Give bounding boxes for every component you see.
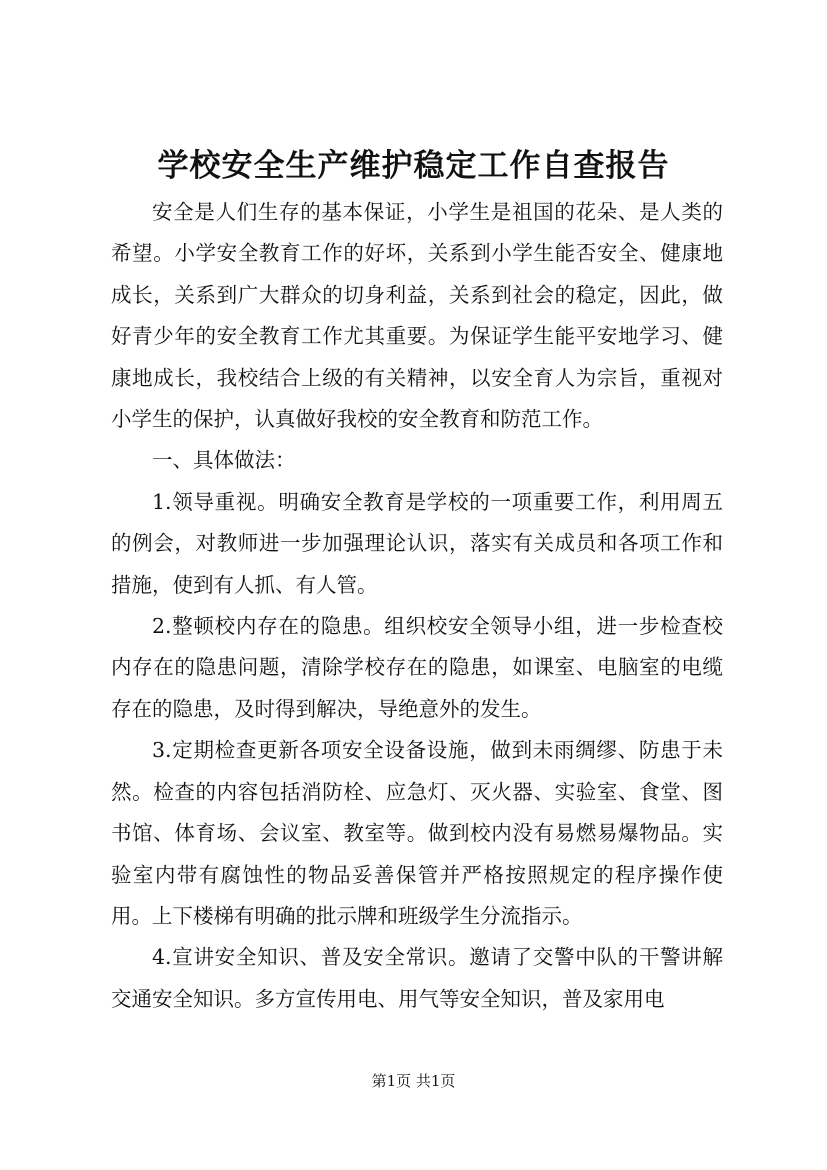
paragraph-item-2: 2.整顿校内存在的隐患。组织校安全领导小组，进一步检查校内存在的隐患问题，清除学校存在的隐患，如课室、电脑室的电缆存在的隐患，及时得到解决，导绝意外的发生。: [111, 614, 723, 721]
paragraph-intro: 安全是人们生存的基本保证，小学生是祖国的花朵、是人类的希望。小学安全教育工作的好坏，关系到小学生能否安全、健康地成长，关系到广大群众的切身利益，关系到社会的稳定，因此，做好青少年的安全教育工作尤其重要。为保证学生能平安地学习、健康地成长，我校结合上级的有关精神，以安全育人为宗旨，重视对小学生的保护，认真做好我校的安全教育和防范工作。: [111, 200, 723, 432]
paragraph-item-1: 1.领导重视。明确安全教育是学校的一项重要工作，利用周五的例会，对教师进一步加强理论认识，落实有关成员和各项工作和措施，使到有人抓、有人管。: [111, 489, 723, 597]
section-heading: 一、具体做法：: [152, 448, 296, 473]
document-body: [111, 192, 723, 1020]
document-title: 学校安全生产维护稳定工作自查报告: [157, 148, 670, 184]
paragraph-item-4: 4.宣讲安全知识、普及安全常识。邀请了交警中队的干警讲解交通安全知识。多方宣传用电、用气等安全知识，普及家用电: [111, 945, 723, 1011]
paragraph-item-3: 3.定期检查更新各项安全设备设施，做到未雨绸缪、防患于未然。检查的内容包括消防栓、应急灯、灭火器、实验室、食堂、图书馆、体育场、会议室、教室等。做到校内没有易燃易爆物品。实验室内带有腐蚀性的物品妥善保管并严格按照规定的程序操作使用。上下楼梯有明确的批示牌和班级学生分流指示。: [111, 738, 723, 928]
page-number-footer: 第1页 共1页: [371, 1072, 456, 1090]
